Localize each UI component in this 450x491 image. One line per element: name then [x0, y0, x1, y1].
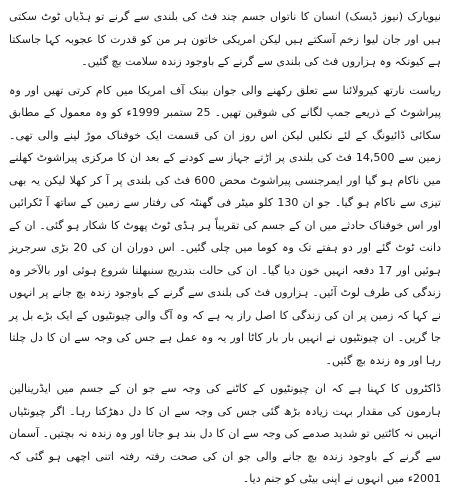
article-paragraph-doctors: ڈاکٹروں کا کہنا ہے کہ ان چیونٹیوں کے کاٹنے کی وجہ سے جو ان کے جسم میں ایڈرینالین ہارمون کی مقدار بہت زیادہ بڑھ گئی جس کی وجہ سے ان کا دل دھڑکتا رہا۔ اگر چیونٹیاں انہیں نہ کاٹتیں تو شدید صدمے کی وجہ سے ان کا دل بند ہو جاتا اور وہ زندہ نہ بچتیں۔ آسمان سے گرنے کے باوجود زندہ بچ جانے والی جو ان کی صحت رفتہ رفتہ اتنی اچھی ہو گئی کہ 2001ء میں انہوں نے اپنی بیٹی کو جنم دیا۔ — [9, 382, 441, 485]
article-paragraph-incident: ریاست نارتھ کیرولائنا سے تعلق رکھنے والی جوان بینک آف امریکا میں کام کرتی تھیں اور وہ پیراشوٹ کے ذریعے جمپ لگانے کی شوقین تھیں۔ 25 ستمبر 1999ء کو وہ معمول کے مطابق سکائی ڈائیونگ کے لئے نکلیں لیکن اس روز ان کی قسمت ایک خوفناک موڑ لینے والی تھی۔ زمین سے 14,500 فٹ کی بلندی پر اڑتے جہاز سے کودنے کے بعد ان کا مرکزی پیراشوٹ کھلنے میں ناکام ہو گیا اور ایمرجنسی پیراشوٹ محض 600 فٹ کی بلندی پر آ کر کھلا لیکن یہ بھی تیزی سے ناکام ہو گیا۔ جو ان 130 کلو میٹر فی گھنٹہ کی رفتار سے زمین کے ساتھ آ ٹکرائیں اور اس خوفناک حادثے میں ان کے جسم کی تقریباً ہر ہڈی ٹوٹ پھوٹ کا شکار ہو گئی۔ ان کے دانت ٹوٹ گئے اور دو ہفتے تک وہ کوما میں چلی گئیں۔ اس دوران ان کی 20 بڑی سرجریز ہوئیں اور 17 دفعہ انہیں خون دیا گیا۔ ان کی حالت بتدریج سنبھلنا شروع ہوئی اور بالآخر وہ زندگی کی طرف لوٹ آئیں۔ ہزاروں فٹ کی بلندی سے گرنے کے باوجود زندہ بچ جانے پر انہوں نے کہا کہ زمین پر ان کی زندگی کا اصل راز یہ ہے کہ وہ آگ والی چیونٹیوں کے ایک بڑے بل پر جا گریں۔ ان چیونٹیوں نے انہیں بار بار کاٹا اور یہ وہ عمل ہے جس کی وجہ سے ان کا دل چلتا رہا اور وہ زندہ بچ گئیں۔ — [9, 83, 442, 367]
article-paragraph-intro: نیویارک (نیوز ڈیسک) انسان کا ناتواں جسم چند فٹ کی بلندی سے گرنے تو ہڈیاں ٹوٹ سکتی ہیں اور جان لیوا زخم آسکتے ہیں لیکن امریکی خاتون ہر من کو قدرت کا عجوبہ کہا جاسکتا ہے کیونکہ وہ ہزاروں فٹ کی بلندی سے گرنے کے باوجود زندہ سلامت بچ گئیں۔ — [9, 10, 441, 68]
